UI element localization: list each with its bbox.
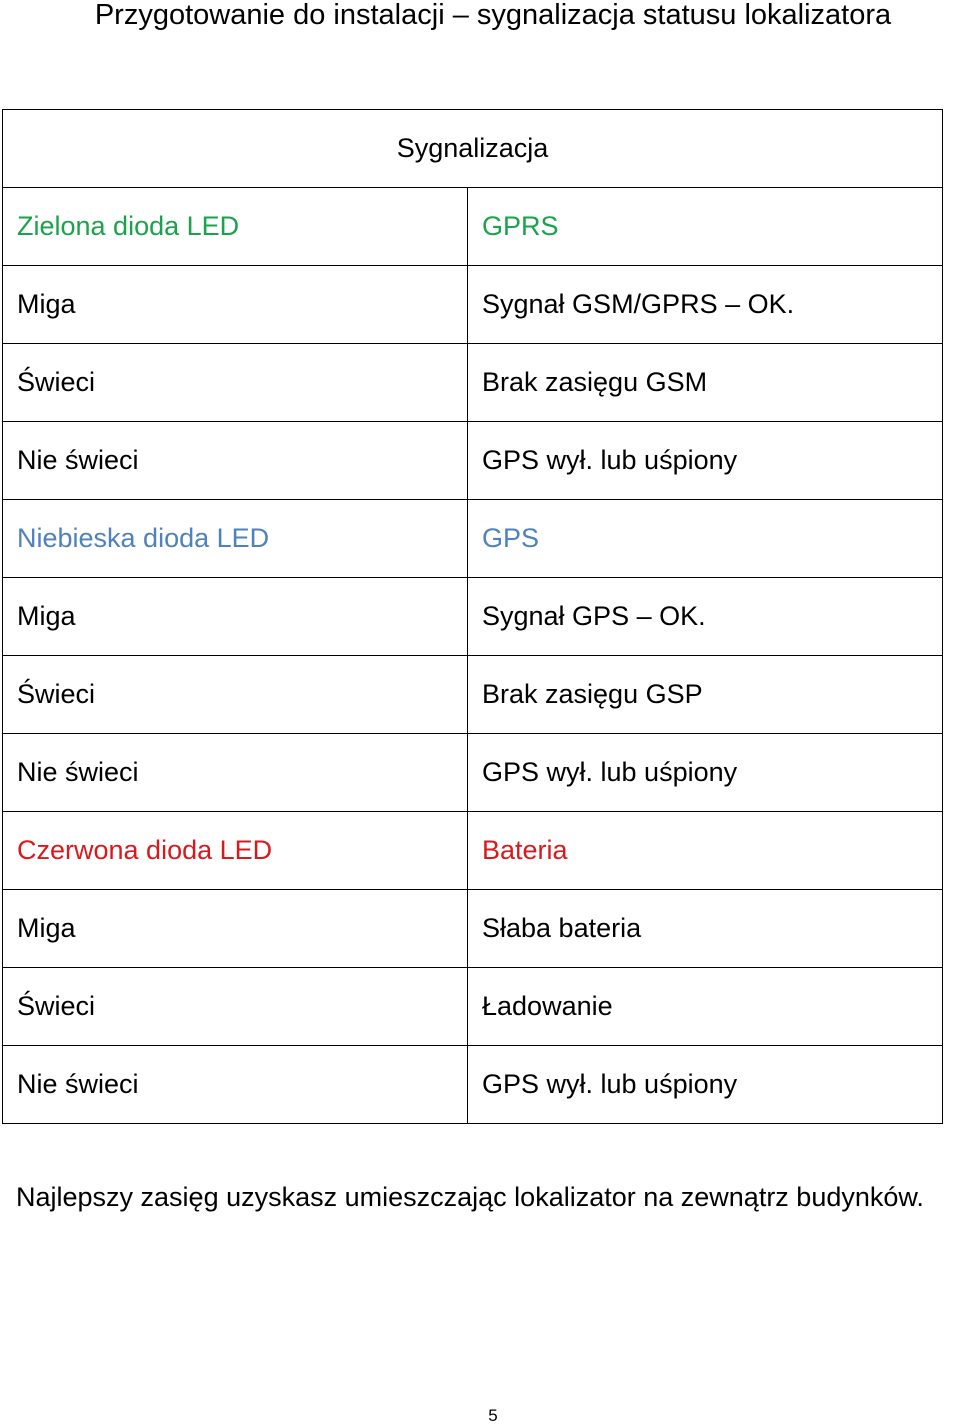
table-row xyxy=(3,422,943,500)
table-row xyxy=(3,890,943,968)
led-state: Miga xyxy=(3,266,468,344)
signal-name-gprs: GPRS xyxy=(468,188,943,266)
table-row xyxy=(3,344,943,422)
led-name-blue: Niebieska dioda LED xyxy=(3,500,468,578)
state-meaning: Sygnał GSM/GPRS – OK. xyxy=(468,266,943,344)
led-state: Miga xyxy=(3,578,468,656)
state-meaning: Ładowanie xyxy=(468,968,943,1046)
page-title: Przygotowanie do instalacji – sygnalizacja statusu lokalizatora xyxy=(94,0,892,31)
state-meaning: GPS wył. lub uśpiony xyxy=(468,734,943,812)
footer-note: Najlepszy zasięg uzyskasz umieszczając lokalizator na zewnątrz budynków. xyxy=(16,1182,924,1212)
table-row xyxy=(3,968,943,1046)
led-status-table xyxy=(2,109,943,1124)
state-meaning: Brak zasięgu GSM xyxy=(468,344,943,422)
state-meaning: GPS wył. lub uśpiony xyxy=(468,1046,943,1124)
led-state: Świeci xyxy=(3,656,468,734)
table-header: Sygnalizacja xyxy=(3,110,943,188)
table-row xyxy=(3,266,943,344)
table-row xyxy=(3,578,943,656)
signal-name-gps: GPS xyxy=(468,500,943,578)
page-number: 5 xyxy=(488,1406,498,1425)
table-row xyxy=(3,1046,943,1124)
table-row xyxy=(3,734,943,812)
led-state: Nie świeci xyxy=(3,734,468,812)
table-header-row xyxy=(3,110,943,188)
led-name-red: Czerwona dioda LED xyxy=(3,812,468,890)
led-state: Nie świeci xyxy=(3,1046,468,1124)
led-state: Świeci xyxy=(3,344,468,422)
led-state: Świeci xyxy=(3,968,468,1046)
led-name-green: Zielona dioda LED xyxy=(3,188,468,266)
section-header-row-blue xyxy=(3,500,943,578)
led-state: Miga xyxy=(3,890,468,968)
table-row xyxy=(3,656,943,734)
state-meaning: GPS wył. lub uśpiony xyxy=(468,422,943,500)
state-meaning: Słaba bateria xyxy=(468,890,943,968)
state-meaning: Brak zasięgu GSP xyxy=(468,656,943,734)
section-header-row-red xyxy=(3,812,943,890)
signal-name-battery: Bateria xyxy=(468,812,943,890)
state-meaning: Sygnał GPS – OK. xyxy=(468,578,943,656)
section-header-row-green xyxy=(3,188,943,266)
led-state: Nie świeci xyxy=(3,422,468,500)
